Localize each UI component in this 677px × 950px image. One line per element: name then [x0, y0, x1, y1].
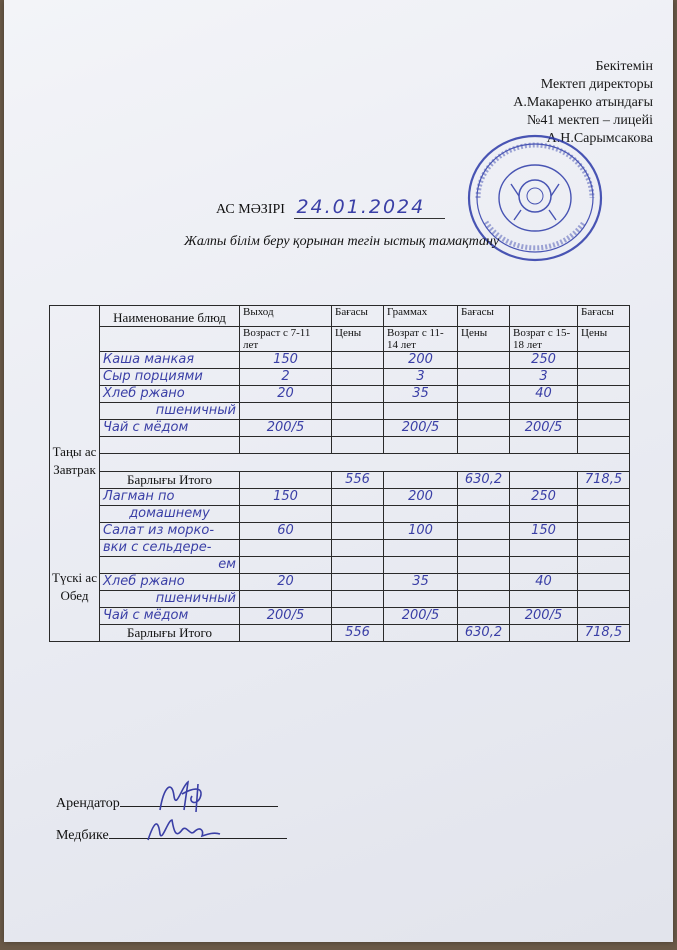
table-row: Каша манкая 150 200 250	[50, 352, 630, 369]
table-row: Чай с мёдом 200/5 200/5 200/5	[50, 608, 630, 625]
price-cell: Цены	[458, 327, 510, 352]
total-label: Барлығы Итого	[100, 472, 240, 489]
age-cell: Возрат с 15-18 лет	[510, 327, 578, 352]
header-bagasy: Бағасы	[578, 306, 630, 327]
menu-title	[216, 196, 445, 218]
approval-line: Мектеп директоры	[540, 77, 653, 92]
total-value: 718,5	[578, 625, 630, 642]
table-row: Хлеб ржано 20 35 40	[50, 574, 630, 591]
total-row	[50, 625, 630, 642]
table-row: Лагман по 150 200 250	[50, 489, 630, 506]
table-row: пшеничный	[50, 403, 630, 420]
table-header	[50, 306, 630, 327]
table-row: пшеничный	[50, 591, 630, 608]
medbike-label: Медбике	[56, 828, 109, 843]
table-subheader	[50, 327, 630, 352]
total-value: 630,2	[458, 472, 510, 489]
table-row: домашнему	[50, 506, 630, 523]
price-cell: Цены	[332, 327, 384, 352]
total-value: 718,5	[578, 472, 630, 489]
table-row: Чай с мёдом 200/5 200/5 200/5	[50, 420, 630, 437]
approval-line: №41 мектеп – лицейі	[527, 113, 653, 128]
subtitle: Жалпы білім беру қорынан тегін ыстық тамақтану	[184, 234, 500, 249]
total-value: 556	[332, 472, 384, 489]
table-row: вки с сельдере-	[50, 540, 630, 557]
approval-line: А.Макаренко атындағы	[513, 95, 653, 110]
table-row: Сыр порциями 2 3 3	[50, 369, 630, 386]
empty-cell	[50, 306, 100, 642]
arendator-signature	[152, 776, 222, 816]
table-row	[50, 454, 630, 472]
header-empty	[510, 306, 578, 327]
menu-table	[49, 305, 630, 642]
table-row: Хлеб ржано 20 35 40	[50, 386, 630, 403]
title-text: АС МӘЗІРІ	[216, 202, 285, 217]
total-label: Барлығы Итого	[100, 625, 240, 642]
total-value: 556	[332, 625, 384, 642]
total-value: 630,2	[458, 625, 510, 642]
header-name: Наименование блюд	[100, 306, 240, 327]
header-grammah: Граммах	[384, 306, 458, 327]
age-cell: Возрат с 11-14 лет	[384, 327, 458, 352]
approval-line: Бекітемін	[595, 59, 653, 74]
header-vyhod: Выход	[240, 306, 332, 327]
header-bagasy: Бағасы	[458, 306, 510, 327]
header-bagasy: Бағасы	[332, 306, 384, 327]
table-row	[50, 437, 630, 454]
medbike-signature	[144, 812, 224, 846]
document-page	[4, 0, 673, 942]
table-row: ем	[50, 557, 630, 574]
age-cell: Возраст с 7-11 лет	[240, 327, 332, 352]
table-row: Салат из морко- 60 100 150	[50, 523, 630, 540]
price-cell: Цены	[578, 327, 630, 352]
breakfast-label: Таңы ас Завтрак	[52, 443, 97, 477]
approval-line: А.Н.Сарымсакова	[546, 131, 653, 146]
empty-cell	[100, 327, 240, 352]
total-row	[50, 472, 630, 489]
handwritten-date: 24.01.2024	[294, 196, 445, 219]
lunch-label: Түскі ас Обед	[52, 569, 97, 603]
arendator-label: Арендатор	[56, 796, 120, 811]
